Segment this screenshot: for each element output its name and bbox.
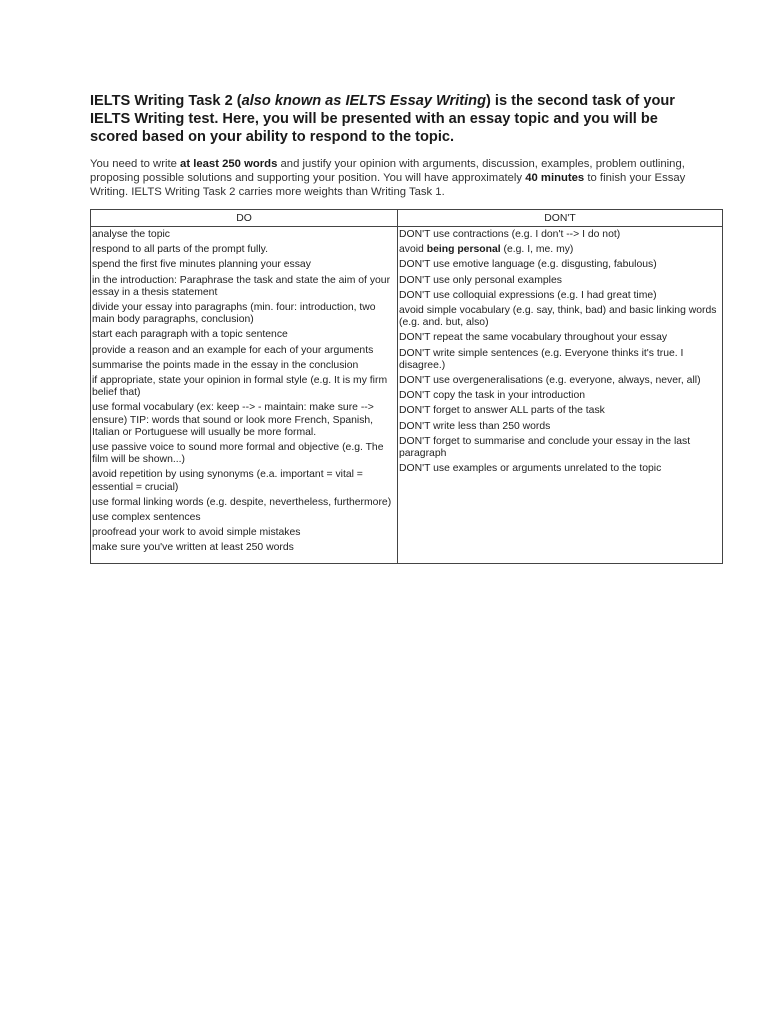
dont-item: DON'T repeat the same vocabulary throughout your essay [399,332,668,344]
do-item: analyse the topic [92,229,170,240]
dont-item: DON'T copy the task in your introduction [399,390,586,402]
dont-item: DON'T use contractions (e.g. I don't --> I do not) [399,229,621,240]
dont-item-bold-text: being personal [426,244,501,256]
do-item: use complex sentences [92,512,201,524]
intro-paragraph [90,157,690,199]
dont-item: DON'T write less than 250 words [399,420,551,432]
do-dont-table [90,209,723,564]
dont-item: DON'T use only personal examples [399,274,562,286]
heading-text-start: IELTS Writing Task 2 ( [90,93,242,109]
do-item: make sure you've written at least 250 words [92,542,294,554]
do-item: proofread your work to avoid simple mistakes [92,527,301,539]
dont-item: DON'T use overgeneralisations (e.g. everyone, always, never, all) [399,375,701,387]
intro-text-3: to finish your Essay Writing. IELTS Writing Task 2 carries more weights than Writing Task 1. [90,172,686,198]
dont-item: DON'T write simple sentences (e.g. Everyone thinks it's true. I disagree.) [399,347,684,371]
dont-list-cell [398,227,723,564]
intro-text-2: and justify your opinion with arguments, discussion, examples, problem outlining, proposing possible solutions and supporting your position. You will have approximately [90,158,685,184]
do-item: use passive voice to sound more formal and objective (e.g. The film will be shown...) [92,442,384,466]
table-header-row [91,210,723,227]
dont-item-text: avoid [399,244,427,256]
do-item: avoid repetition by using synonyms (e.a. important = vital = essential = crucial) [92,469,363,493]
dont-item: avoid simple vocabulary (e.g. say, think, bad) and basic linking words (e.g. and. but, also) [399,305,717,329]
heading-text-end: ) is the second task of your IELTS Writing test. Here, you will be presented with an essay topic and you will be scored based on your ability to respond to the topic. [90,93,675,145]
do-item: if appropriate, state your opinion in formal style (e.g. It is my firm belief that) [92,375,388,399]
do-item: divide your essay into paragraphs (min. four: introduction, two main body paragraphs, conclusion) [92,302,376,326]
do-item: respond to all parts of the prompt fully. [92,244,268,256]
do-item: start each paragraph with a topic sentence [92,329,288,341]
do-column-header: DO [91,210,398,227]
do-item: use formal linking words (e.g. despite, nevertheless, furthermore) [92,496,392,508]
intro-text-1: You need to write [90,158,181,170]
do-item: in the introduction: Paraphrase the task and state the aim of your essay in a thesis statement [92,274,391,298]
table-body-row [91,227,723,564]
dont-item: DON'T use emotive language (e.g. disgusting, fabulous) [399,259,657,271]
dont-item [398,243,722,258]
dont-item: DON'T forget to answer ALL parts of the task [399,405,605,417]
dont-item: DON'T forget to summarise and conclude your essay in the last paragraph [399,435,691,460]
intro-bold-duration: 40 minutes [525,172,585,184]
do-item: provide a reason and an example for each of your arguments [92,344,374,356]
dont-item-text: (e.g. I, me. my) [500,244,574,256]
heading-italic-text: also known as IELTS Essay Writing [241,93,487,109]
do-item: summarise the points made in the essay in the conclusion [92,359,359,371]
dont-item: DON'T use colloquial expressions (e.g. I had great time) [399,289,657,301]
do-item: spend the first five minutes planning your essay [92,259,311,271]
do-list-cell [91,227,398,564]
page-heading [90,92,680,146]
do-item: use formal vocabulary (ex: keep --> - maintain: make sure --> ensure) TIP: words that sound or look more French, Spanish, Italian or Portuguese will usually be more formal. [92,402,374,438]
intro-bold-word-count: at least 250 words [180,158,278,170]
dont-column-header: DON'T [398,210,723,227]
dont-item: DON'T use examples or arguments unrelated to the topic [399,463,662,475]
